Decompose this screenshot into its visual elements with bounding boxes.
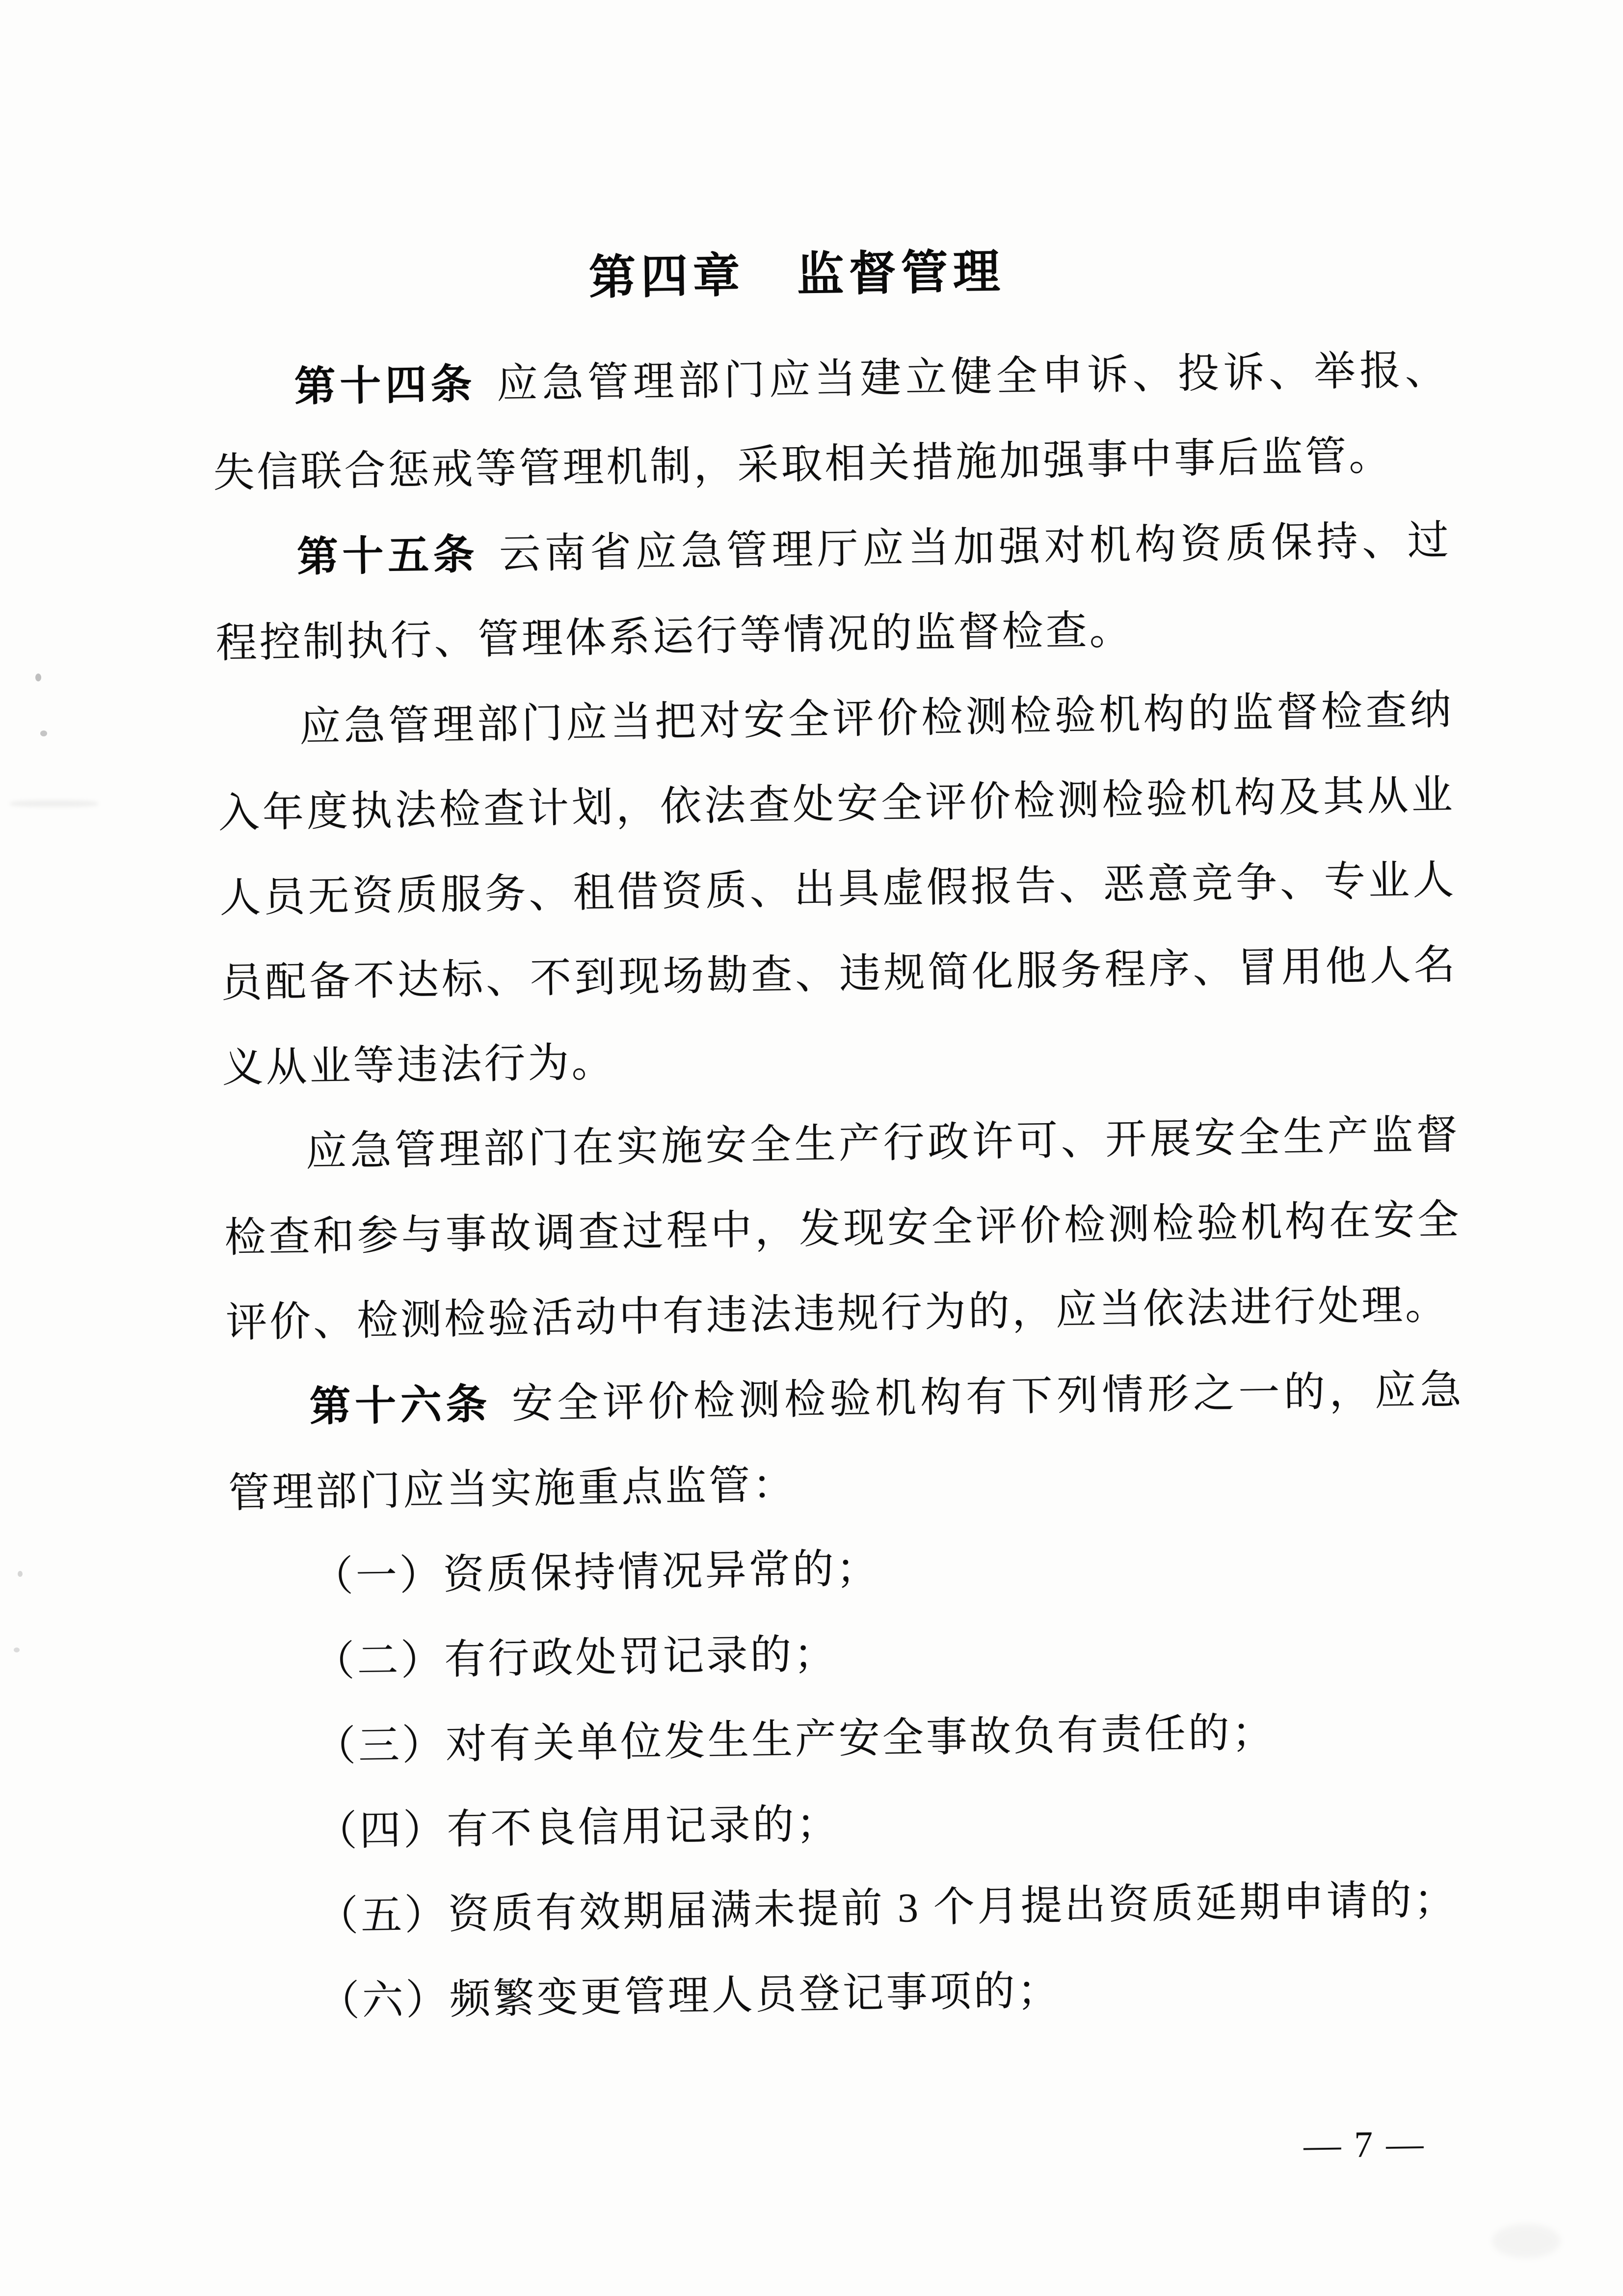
paragraph-article-16: [226, 1347, 1465, 1536]
scan-smudge: [10, 800, 98, 807]
scan-speck: [35, 674, 41, 681]
list-item-text: （一）资质保持情况异常的；: [312, 1546, 880, 1600]
paragraph-text: 云南省应急管理厅应当加强对机构资质保持、过程控制执行、管理体系运行等情况的监督检查。: [215, 517, 1452, 667]
scan-speck: [18, 1571, 23, 1577]
paragraph-article-15: [214, 498, 1453, 686]
list-item-6: [235, 1942, 1473, 2045]
scan-smudge: [1492, 2224, 1561, 2258]
list-item-text: （五）资质有效期届满未提前 3 个月提出资质延期申请的；: [317, 1877, 1458, 1940]
scan-speck: [40, 730, 47, 736]
paragraph-text: 应急管理部门应当把对安全评价检测检验机构的监督检查纳入年度执法检查计划，依法查处安全评价检测检验机构及其从业人员无资质服务、租借资质、出具虚假报告、恶意竞争、专业人员配备不达标、不到现场勘查、违规简化服务程序、冒用他人名义从业等违法行为。: [218, 687, 1458, 1091]
list-item-text: （三）对有关单位发生生产安全事故负有责任的；: [314, 1710, 1276, 1770]
chapter-heading: 第四章 监督管理: [588, 245, 1006, 304]
article-number-16: 第十六条: [309, 1380, 492, 1430]
paragraph-annual-inspection: [216, 668, 1460, 1111]
article-number-14: 第十四条: [294, 360, 477, 410]
scan-speck: [14, 1648, 20, 1652]
paragraph-text: 安全评价检测检验机构有下列情形之一的，应急管理部门应当实施重点监管：: [228, 1367, 1464, 1516]
list-item-text: （二）有行政处罚记录的；: [313, 1631, 838, 1685]
paragraph-violation-handling: [223, 1092, 1463, 1365]
list-item-text: （六）频繁变更管理人员登记事项的；: [318, 1968, 1062, 2025]
document-body: [210, 231, 1473, 2046]
paragraph-article-14: [212, 327, 1451, 516]
article-number-15: 第十五条: [296, 531, 479, 580]
list-item-text: （四）有不良信用记录的；: [315, 1801, 841, 1855]
paragraph-text: 应急管理部门应当建立健全申诉、投诉、举报、失信联合惩戒等管理机制，采取相关措施加强事中事后监管。: [213, 347, 1449, 496]
paragraph-text: 应急管理部门在实施安全生产行政许可、开展安全生产监督检查和参与事故调查过程中，发现安全评价检测检验机构在安全评价、检测检验活动中有违法违规行为的，应当依法进行处理。: [224, 1112, 1462, 1346]
page-number: — 7 —: [1303, 2123, 1426, 2166]
